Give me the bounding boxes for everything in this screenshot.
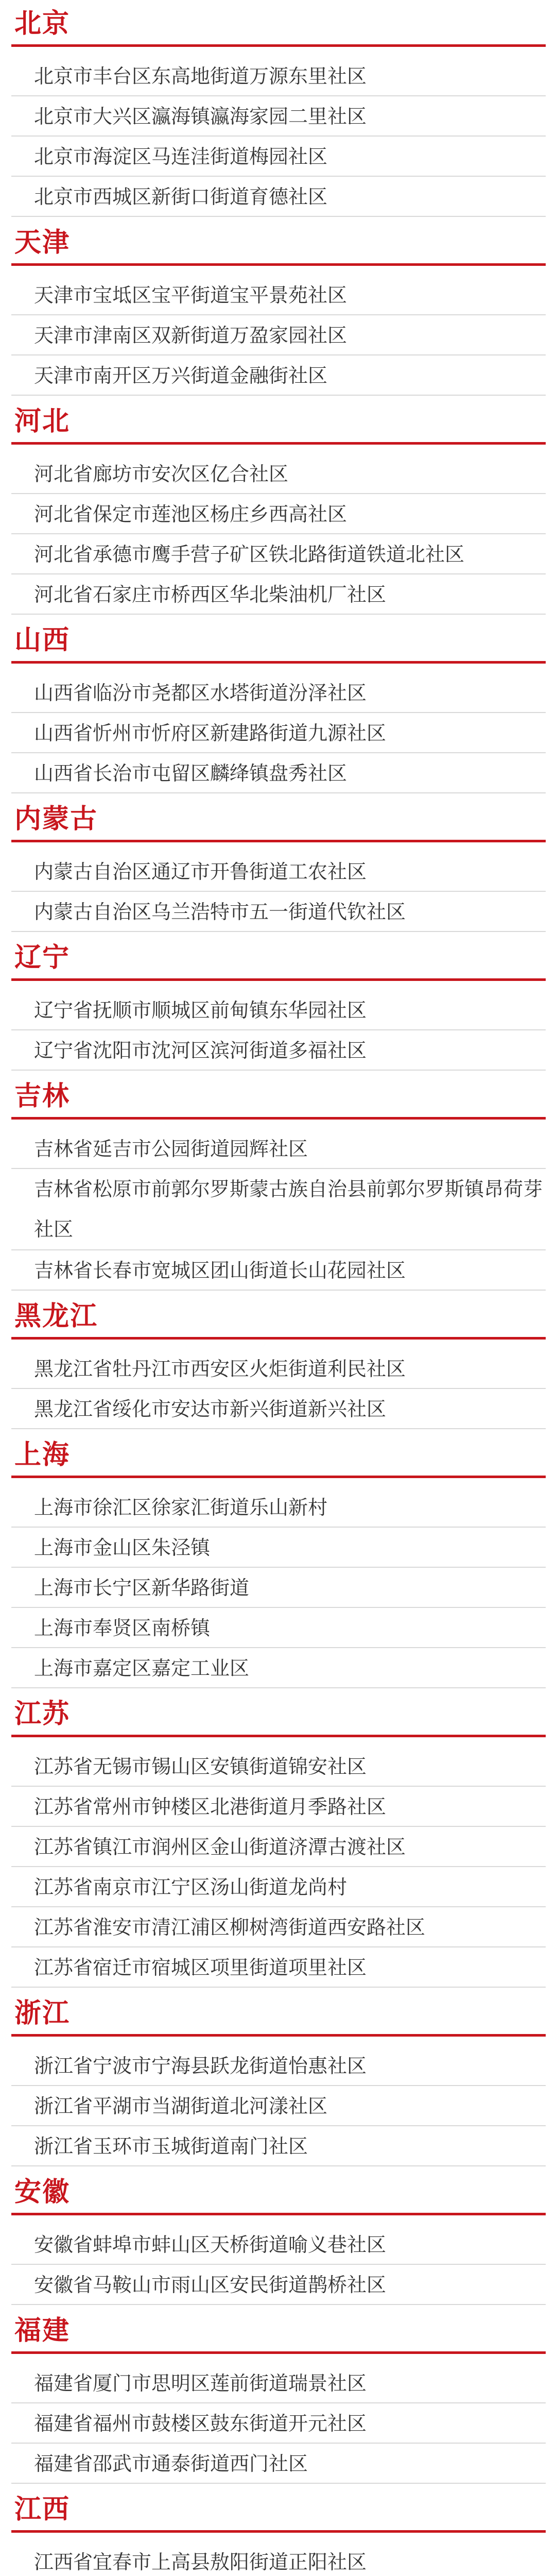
community-list (11, 445, 546, 620)
community-item: 内蒙古自治区通辽市开鲁街道工农社区 (11, 852, 546, 892)
community-item: 山西省临汾市尧都区水塔街道汾泽社区 (11, 673, 546, 713)
community-item: 江苏省常州市钟楼区北港街道月季路社区 (11, 1787, 546, 1827)
community-item: 北京市海淀区马连洼街道梅园社区 (11, 137, 546, 177)
community-item: 黑龙江省绥化市安达市新兴街道新兴社区 (11, 1389, 546, 1429)
community-list (11, 1737, 546, 1993)
province-title: 安徽 (14, 2177, 71, 2208)
province-title: 天津 (14, 227, 71, 258)
community-item: 山西省忻州市忻府区新建路街道九源社区 (11, 713, 546, 753)
community-item: 吉林省松原市前郭尔罗斯蒙古族自治县前郭尔罗斯镇昂荷芽社区 (11, 1169, 546, 1250)
community-item: 吉林省长春市宽城区团山街道长山花园社区 (11, 1250, 546, 1291)
community-list (11, 1120, 546, 1296)
province-title: 内蒙古 (14, 804, 98, 835)
province-section (11, 2310, 546, 2489)
community-item: 天津市津南区双新街道万盈家园社区 (11, 315, 546, 355)
province-title: 上海 (14, 1439, 71, 1470)
community-item: 安徽省马鞍山市雨山区安民街道鹊桥社区 (11, 2265, 546, 2305)
province-section (11, 2172, 546, 2310)
community-list (11, 2037, 546, 2172)
community-list (11, 2354, 546, 2489)
community-item: 山西省长治市屯留区麟绛镇盘秀社区 (11, 753, 546, 793)
province-section (11, 1434, 546, 1693)
province-title: 黑龙江 (14, 1301, 98, 1332)
community-item: 浙江省玉环市玉城街道南门社区 (11, 2126, 546, 2166)
community-item: 辽宁省沈阳市沈河区滨河街道多福社区 (11, 1030, 546, 1071)
province-section (11, 2489, 546, 2576)
province-title: 江苏 (14, 1699, 71, 1730)
community-item: 北京市大兴区瀛海镇瀛海家园二里社区 (11, 96, 546, 137)
community-item: 北京市丰台区东高地街道万源东里社区 (11, 56, 546, 96)
province-title: 辽宁 (14, 942, 71, 973)
community-item: 上海市长宁区新华路街道 (11, 1568, 546, 1608)
community-item: 江苏省宿迁市宿城区项里街道项里社区 (11, 1947, 546, 1988)
community-item: 黑龙江省牡丹江市西安区火炬街道利民社区 (11, 1349, 546, 1389)
community-item: 吉林省延吉市公园街道园辉社区 (11, 1129, 546, 1169)
community-item: 河北省保定市莲池区杨庄乡西高社区 (11, 494, 546, 534)
province-title: 北京 (14, 8, 71, 39)
community-item: 天津市宝坻区宝平街道宝平景苑社区 (11, 275, 546, 315)
community-item: 浙江省平湖市当湖街道北河漾社区 (11, 2086, 546, 2126)
province-section (11, 1993, 546, 2172)
community-list (11, 842, 546, 937)
province-title: 浙江 (14, 1998, 71, 2029)
province-section (11, 3, 546, 222)
community-item: 上海市徐汇区徐家汇街道乐山新村 (11, 1487, 546, 1528)
community-list (11, 47, 546, 222)
province-title: 山西 (14, 625, 71, 656)
province-section (11, 937, 546, 1076)
community-item: 福建省福州市鼓楼区鼓东街道开元社区 (11, 2403, 546, 2444)
community-list (11, 2533, 546, 2576)
community-list (11, 1340, 546, 1434)
community-item: 安徽省蚌埠市蚌山区天桥街道喻义巷社区 (11, 2225, 546, 2265)
community-item: 河北省廊坊市安次区亿合社区 (11, 454, 546, 494)
community-item: 浙江省宁波市宁海县跃龙街道怡惠社区 (11, 2046, 546, 2086)
province-section (11, 620, 546, 799)
province-title: 福建 (14, 2315, 71, 2346)
community-item: 上海市奉贤区南桥镇 (11, 1608, 546, 1648)
province-section (11, 222, 546, 401)
province-section (11, 1296, 546, 1434)
community-item: 北京市西城区新街口街道育德社区 (11, 177, 546, 217)
community-item: 辽宁省抚顺市顺城区前甸镇东华园社区 (11, 990, 546, 1030)
province-title: 吉林 (14, 1081, 71, 1112)
community-item: 福建省邵武市通泰街道西门社区 (11, 2444, 546, 2484)
community-item: 福建省厦门市思明区莲前街道瑞景社区 (11, 2363, 546, 2403)
community-item: 江苏省无锡市锡山区安镇街道锦安社区 (11, 1747, 546, 1787)
province-section (11, 1693, 546, 1993)
province-section (11, 799, 546, 937)
community-list (11, 1478, 546, 1693)
community-item: 上海市嘉定区嘉定工业区 (11, 1648, 546, 1688)
community-list (11, 266, 546, 401)
community-item: 河北省石家庄市桥西区华北柴油机厂社区 (11, 574, 546, 615)
province-section (11, 401, 546, 620)
community-list (11, 664, 546, 799)
province-title: 江西 (14, 2494, 71, 2525)
province-section (11, 1076, 546, 1296)
community-list (11, 2215, 546, 2310)
province-title: 河北 (14, 406, 71, 437)
community-item: 内蒙古自治区乌兰浩特市五一街道代钦社区 (11, 892, 546, 932)
community-item: 河北省承德市鹰手营子矿区铁北路街道铁道北社区 (11, 534, 546, 574)
community-item: 上海市金山区朱泾镇 (11, 1528, 546, 1568)
community-item: 江苏省南京市江宁区汤山街道龙尚村 (11, 1867, 546, 1907)
community-list (11, 981, 546, 1076)
community-item: 天津市南开区万兴街道金融街社区 (11, 355, 546, 396)
community-item: 江苏省镇江市润州区金山街道济潭古渡社区 (11, 1827, 546, 1867)
community-item: 江苏省淮安市清江浦区柳树湾街道西安路社区 (11, 1907, 546, 1947)
community-item: 江西省宜春市上高县敖阳街道正阳社区 (11, 2542, 546, 2576)
